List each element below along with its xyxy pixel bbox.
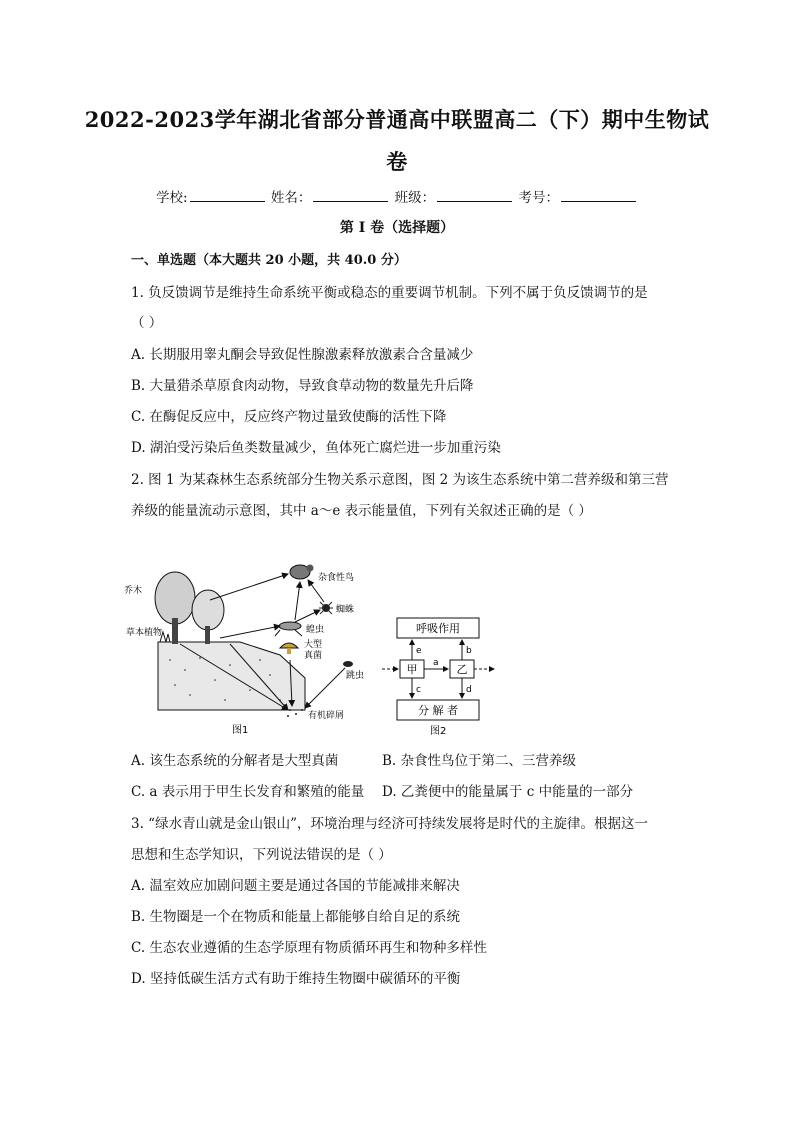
label-grass: 草本植物 [126, 628, 163, 638]
figure-1-food-web [124, 560, 380, 740]
q2-option-d[interactable]: D. 乙粪便中的能量属于 c 中能量的一部分 [382, 784, 634, 800]
q2-stem-line1: 2. 图 1 为某森林生态系统部分生物关系示意图，图 2 为该生态系统中第二营养级和第三营 [131, 472, 669, 488]
section-heading: 第 I 卷（选择题） [339, 220, 455, 236]
q2-option-b[interactable]: B. 杂食性鸟位于第二、三营养级 [382, 753, 577, 769]
arrow-label-a: a [433, 658, 439, 668]
figure-2-energy-flow [382, 612, 502, 740]
yi-label: 乙 [456, 663, 468, 676]
q3-stem-line1: 3. “绿水青山就是金山银山”，环境治理与经济可持续发展将是时代的主旋律。根据这一 [131, 816, 648, 832]
class-blank[interactable] [437, 189, 512, 202]
respiration-label: 呼吸作用 [416, 622, 460, 635]
class-label: 班级： [394, 190, 436, 206]
arrow-label-d: d [466, 685, 472, 695]
arrow-label-b: b [466, 646, 472, 656]
number-blank[interactable] [561, 189, 636, 202]
label-tree: 乔木 [124, 586, 143, 596]
energy-arrows [382, 640, 494, 698]
decomposer-label: 分 解 者 [418, 704, 458, 717]
tree-icon [155, 572, 224, 644]
part-heading: 一、单选题（本大题共 20 小题，共 40.0 分） [131, 253, 407, 268]
q1-option-d[interactable]: D. 湖泊受污染后鱼类数量减少，鱼体死亡腐烂进一步加重污染 [131, 440, 501, 456]
springtail-icon [343, 661, 353, 667]
bird-icon [290, 565, 314, 580]
q3-option-a[interactable]: A. 温室效应加剧问题主要是通过各国的节能减排来解决 [131, 878, 460, 894]
q3-option-d[interactable]: D. 坚持低碳生活方式有助于维持生物圈中碳循环的平衡 [131, 971, 461, 987]
label-bird: 杂食性鸟 [318, 573, 355, 583]
label-locust: 蝗虫 [306, 625, 325, 635]
figure-1-caption: 图1 [232, 725, 249, 736]
arrow-label-e: e [416, 646, 422, 656]
label-spider: 蜘蛛 [336, 605, 355, 615]
name-label: 姓名： [270, 190, 312, 206]
figure-2-caption: 图2 [430, 726, 447, 737]
q1-stem-line1: 1. 负反馈调节是维持生命系统平衡或稳态的重要调节机制。下列不属于负反馈调节的是 [131, 285, 648, 301]
q3-option-c[interactable]: C. 生态农业遵循的生态学原理有物质循环再生和物种多样性 [131, 940, 487, 956]
q1-option-a[interactable]: A. 长期服用睾丸酮会导致促性腺激素释放激素合含量减少 [131, 347, 474, 363]
jia-label: 甲 [406, 663, 418, 676]
school-label: 学校: [156, 190, 188, 206]
arrow-label-c: c [416, 685, 421, 695]
exam-title-line2: 卷 [386, 149, 408, 174]
spider-icon [319, 602, 333, 614]
name-blank[interactable] [313, 189, 388, 202]
label-springtail: 跳虫 [346, 671, 365, 681]
q1-option-c[interactable]: C. 在酶促反应中，反应终产物过量致使酶的活性下降 [131, 409, 447, 425]
q2-option-c[interactable]: C. a 表示用于甲生长发育和繁殖的能量 [131, 784, 365, 800]
student-info-row [0, 186, 794, 206]
q1-stem-line2: （ ） [131, 315, 163, 331]
label-debris: 有机碎屑 [308, 711, 345, 721]
label-fungus-2: 真菌 [304, 651, 323, 661]
q2-stem-line2: 养级的能量流动示意图，其中 a～e 表示能量值，下列有关叙述正确的是（ ） [131, 503, 592, 519]
q3-stem-line2: 思想和生态学知识，下列说法错误的是（ ） [131, 847, 392, 863]
q3-option-b[interactable]: B. 生物圈是一个在物质和能量上都能够自给自足的系统 [131, 909, 461, 925]
number-label: 考号： [518, 190, 559, 206]
fungus-icon [280, 643, 298, 654]
locust-icon [275, 622, 302, 636]
exam-title-line1: 2022-2023学年湖北省部分普通高中联盟高二（下）期中生物试 [84, 107, 710, 132]
label-fungus-1: 大型 [304, 640, 323, 650]
q2-option-a[interactable]: A. 该生态系统的分解者是大型真菌 [131, 753, 339, 769]
school-blank[interactable] [190, 189, 265, 202]
q1-option-b[interactable]: B. 大量猎杀草原食肉动物，导致食草动物的数量先升后降 [131, 378, 474, 394]
